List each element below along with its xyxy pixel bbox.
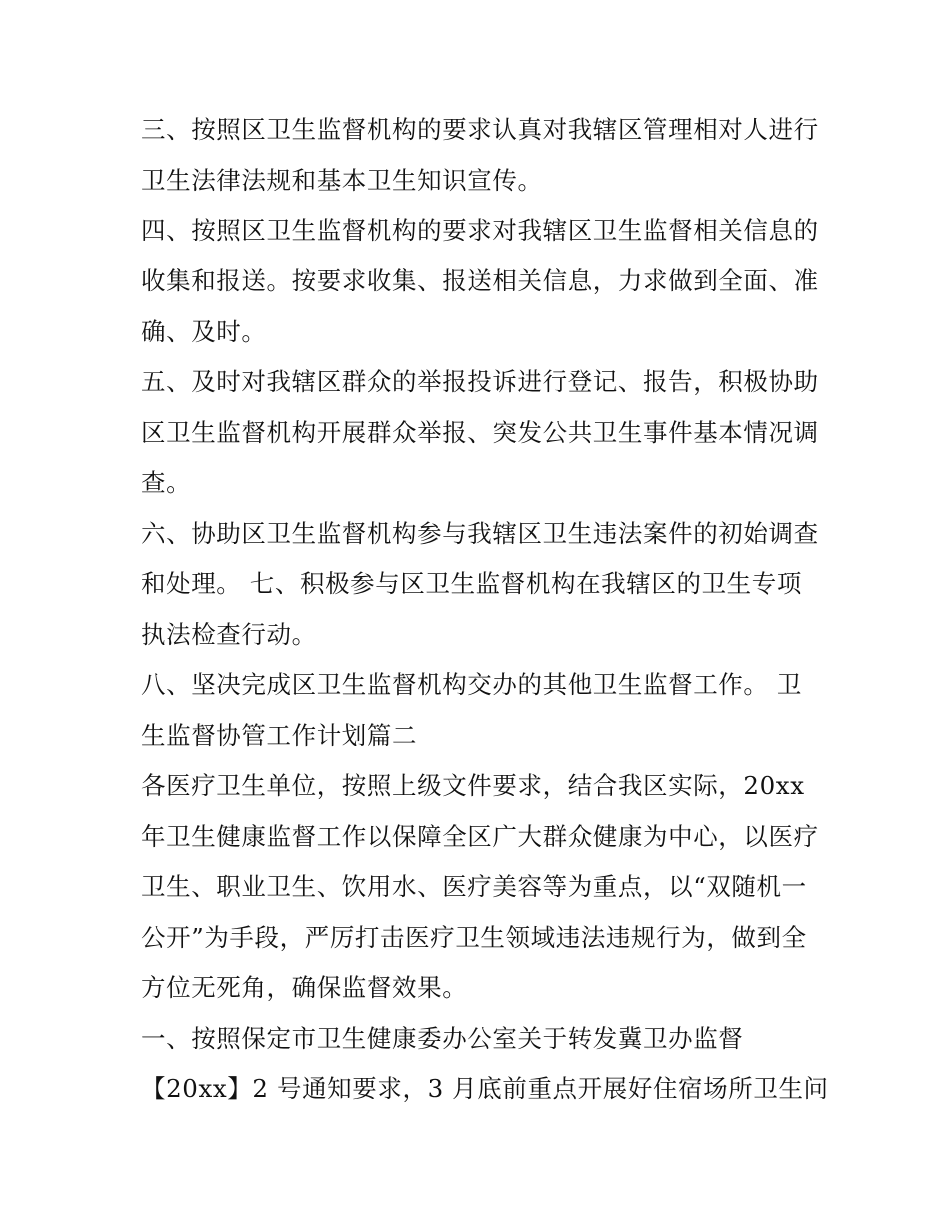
text-line: 【20xx】2 号通知要求，3 月底前重点开展好住宿场所卫生问 (141, 1074, 829, 1103)
text-line: 公开”为手段，严厉打击医疗卫生领域违法违规行为，做到全 (141, 923, 807, 952)
text-line: 方位无死角，确保监督效果。 (141, 973, 468, 1002)
text-line: 确、及时。 (141, 317, 267, 346)
text-line: 收集和报送。按要求收集、报送相关信息，力求做到全面、准 (141, 266, 819, 295)
text-line: 三、按照区卫生监督机构的要求认真对我辖区管理相对人进行 (141, 115, 819, 144)
text-line: 卫生、职业卫生、饮用水、医疗美容等为重点，以“双随机一 (141, 872, 807, 901)
text-line: 区卫生监督机构开展群众举报、突发公共卫生事件基本情况调 (141, 418, 819, 447)
text-line: 执法检查行动。 (141, 620, 317, 649)
text-line: 六、协助区卫生监督机构参与我辖区卫生违法案件的初始调查 (141, 519, 819, 548)
text-line: 和处理。 七、积极参与区卫生监督机构在我辖区的卫生专项 (141, 569, 802, 598)
text-line: 四、按照区卫生监督机构的要求对我辖区卫生监督相关信息的 (141, 216, 819, 245)
text-line: 卫生法律法规和基本卫生知识宣传。 (141, 166, 543, 195)
text-line: 一、按照保定市卫生健康委办公室关于转发冀卫办监督 (141, 1024, 744, 1053)
text-line: 五、及时对我辖区群众的举报投诉进行登记、报告，积极协助 (141, 367, 819, 396)
text-line: 各医疗卫生单位，按照上级文件要求，结合我区实际，20xx (141, 771, 805, 800)
text-line: 八、坚决完成区卫生监督机构交办的其他卫生监督工作。 卫 (141, 670, 802, 699)
text-line: 查。 (141, 468, 192, 497)
text-line: 生监督协管工作计划篇二 (141, 721, 418, 750)
text-line: 年卫生健康监督工作以保障全区广大群众健康为中心，以医疗 (141, 822, 819, 851)
